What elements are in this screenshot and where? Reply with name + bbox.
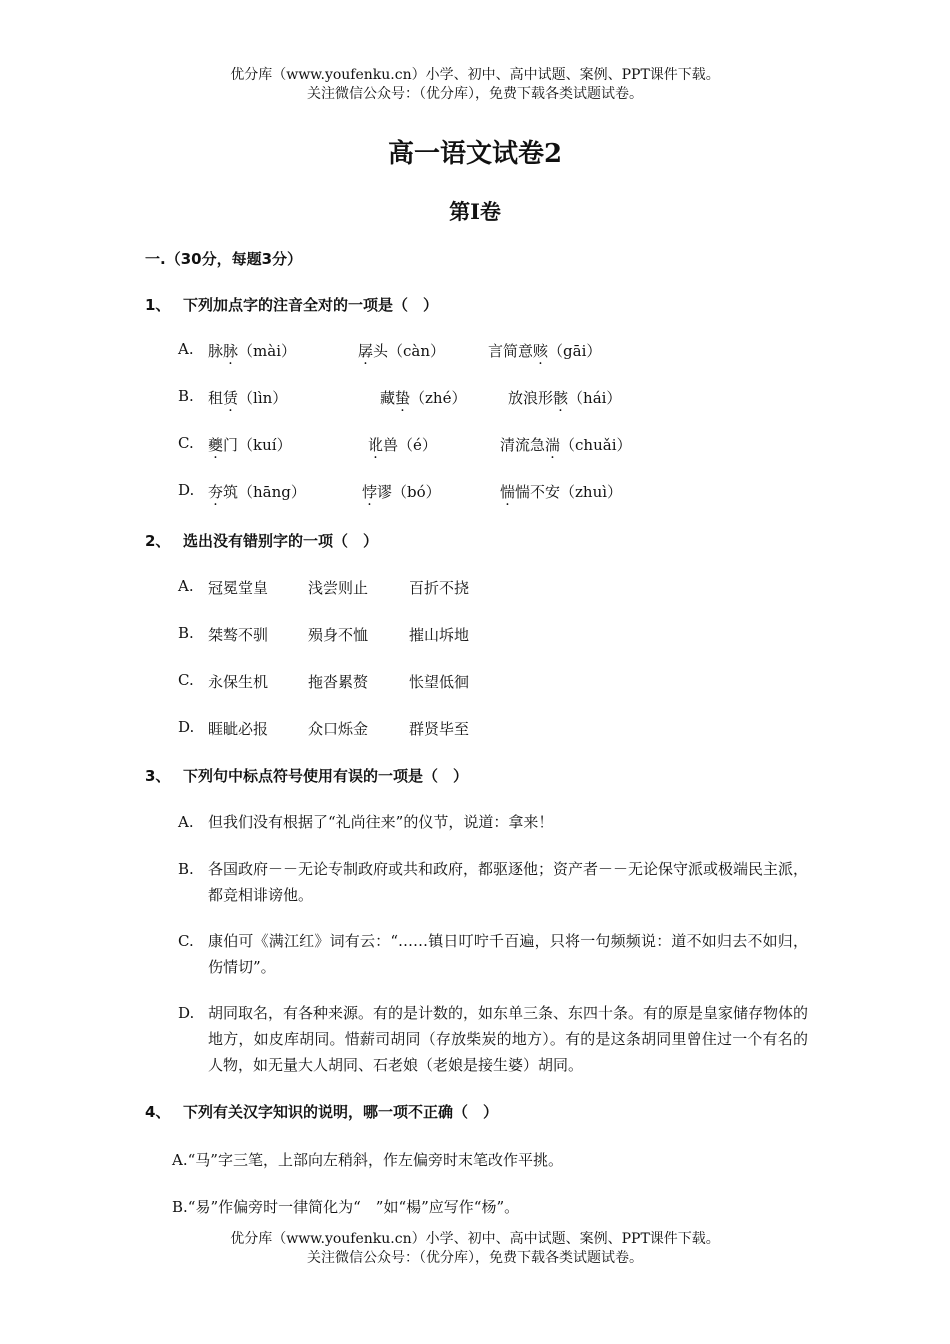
option-label: D. xyxy=(178,481,195,499)
footer-line-1: 优分库（www.youfenku.cn）小学、初中、高中试题、案例、PPT课件下载。 xyxy=(230,1231,720,1247)
question-3 xyxy=(145,765,468,786)
option-label: C. xyxy=(178,434,194,452)
dotted-char: 湍 xyxy=(545,436,561,454)
idiom-3: 百折不挠 xyxy=(409,579,470,597)
option-label: A. xyxy=(178,813,194,831)
dotted-char: 赁 xyxy=(223,389,239,407)
header-line-1: 优分库（www.youfenku.cn）小学、初中、高中试题、案例、PPT课件下载。 xyxy=(230,67,720,83)
word-1: 脉脉（mài） xyxy=(208,342,296,360)
dotted-char: 夔 xyxy=(208,436,224,454)
dotted-char: 赅 xyxy=(533,342,549,360)
question-number: 4、 xyxy=(145,1103,171,1121)
page-header xyxy=(0,66,950,104)
option-label: B. xyxy=(178,860,194,878)
idiom-1: 冠冕堂皇 xyxy=(208,579,269,597)
word-3: 清流急湍（chuǎi） xyxy=(500,436,632,454)
idiom-1: 永保生机 xyxy=(208,673,269,691)
word-2: 藏蛰（zhé） xyxy=(380,389,467,407)
question-number: 3、 xyxy=(145,767,171,785)
question-4 xyxy=(145,1101,498,1122)
word-2: 悖谬（bó） xyxy=(362,483,441,501)
q3-option-d xyxy=(178,1000,808,1078)
option-label: D. xyxy=(178,718,195,736)
word-1: 夔门（kuí） xyxy=(208,436,292,454)
option-text: 各国政府－－无论专制政府或共和政府，都驱逐他；资产者－－无论保守派或极端民主派，都竞相诽谤他。 xyxy=(208,860,809,904)
option-label: C. xyxy=(178,932,194,950)
dotted-char: 惴 xyxy=(500,483,516,501)
option-label: D. xyxy=(178,1004,195,1022)
dotted-char: 孱 xyxy=(358,342,374,360)
word-2: 讹兽（é） xyxy=(368,436,437,454)
option-label: A. xyxy=(178,340,194,358)
question-stem: 下列有关汉字知识的说明，哪一项不正确（ ） xyxy=(183,1103,499,1121)
idiom-2: 浅尝则止 xyxy=(308,579,369,597)
option-label: C. xyxy=(178,671,194,689)
question-2 xyxy=(145,530,378,551)
idiom-3: 摧山坼地 xyxy=(409,626,470,644)
word-2: 孱头（càn） xyxy=(358,342,446,360)
option-label: B. xyxy=(178,387,194,405)
idiom-3: 群贤毕至 xyxy=(409,720,470,738)
idiom-3: 怅望低徊 xyxy=(409,673,470,691)
idiom-2: 拖沓累赘 xyxy=(308,673,369,691)
page-footer xyxy=(0,1230,950,1268)
word-3: 言简意赅（gāi） xyxy=(488,342,602,360)
volume-title: 第Ⅰ卷 xyxy=(449,199,501,224)
question-number: 2、 xyxy=(145,532,171,550)
q4-option-b: B.“易”作偏旁时一律简化为“ ”如“楊”应写作“杨”。 xyxy=(172,1198,520,1216)
dotted-char: 讹 xyxy=(368,436,384,454)
question-stem: 选出没有错别字的一项（ ） xyxy=(183,532,379,550)
option-text: 康伯可《满江红》词有云：“……镇日叮咛千百遍，只将一句频频说：道不如归去不如归，伤情切”。 xyxy=(208,932,808,976)
question-1 xyxy=(145,294,438,315)
option-label: A. xyxy=(178,577,194,595)
question-number: 1、 xyxy=(145,296,171,314)
q3-option-c xyxy=(178,928,808,980)
q4-option-a: A.“马”字三笔，上部向左稍斜，作左偏旁时末笔改作平挑。 xyxy=(172,1151,563,1169)
dotted-char: 夯 xyxy=(208,483,224,501)
word-3: 放浪形骸（hái） xyxy=(508,389,622,407)
question-stem: 下列加点字的注音全对的一项是（ ） xyxy=(183,296,439,314)
idiom-2: 殒身不恤 xyxy=(308,626,369,644)
dotted-char: 骸 xyxy=(553,389,569,407)
q3-option-a xyxy=(178,809,808,835)
word-3: 惴惴不安（zhuì） xyxy=(500,483,623,501)
idiom-1: 桀骜不驯 xyxy=(208,626,269,644)
word-1: 租赁（lìn） xyxy=(208,389,288,407)
dotted-char: 蛰 xyxy=(395,389,411,407)
dotted-char: 悖 xyxy=(362,483,378,501)
question-stem: 下列句中标点符号使用有误的一项是（ ） xyxy=(183,767,469,785)
section-heading: 一.（30分，每题3分） xyxy=(145,250,303,268)
option-text: 但我们没有根据了“礼尚往来”的仪节，说道：拿来！ xyxy=(208,813,554,831)
exam-title: 高一语文试卷2 xyxy=(387,139,563,169)
option-text: 胡同取名，有各种来源。有的是计数的，如东单三条、东四十条。有的原是皇家储存物体的地方，如皮库胡同。惜薪司胡同（存放柴炭的地方）。有的是这条胡同里曾住过一个有名的人物，如无量大人胡同、石老娘（老娘是接生婆）胡同。 xyxy=(208,1004,809,1074)
option-label: B. xyxy=(178,624,194,642)
header-line-2: 关注微信公众号：（优分库），免费下载各类试题试卷。 xyxy=(307,86,643,102)
idiom-2: 众口烁金 xyxy=(308,720,369,738)
word-1: 夯筑（hāng） xyxy=(208,483,306,501)
q3-option-b xyxy=(178,856,808,908)
dotted-char: 脉 xyxy=(223,342,239,360)
footer-line-2: 关注微信公众号：（优分库），免费下载各类试题试卷。 xyxy=(307,1250,643,1266)
idiom-1: 睚眦必报 xyxy=(208,720,269,738)
